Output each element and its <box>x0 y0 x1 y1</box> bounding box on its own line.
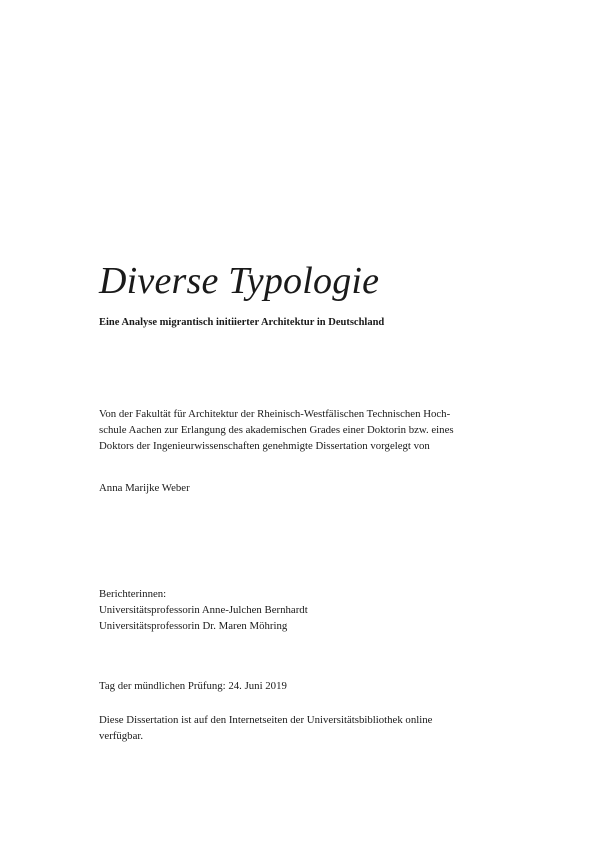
faculty-statement-line: Doktors der Ingenieurwissenschaften genehmigte Dissertation vorgelegt von <box>99 440 430 452</box>
document-title: Diverse Typologie <box>99 260 380 302</box>
reviewer-name: Universitätsprofessorin Dr. Maren Möhring <box>99 620 288 632</box>
availability-line: Diese Dissertation ist auf den Internetseiten der Universitätsbibliothek online <box>99 714 433 726</box>
exam-date: Tag der mündlichen Prüfung: 24. Juni 2019 <box>99 680 287 692</box>
faculty-statement <box>99 406 454 454</box>
availability-line: verfügbar. <box>99 730 144 742</box>
faculty-statement-line: schule Aachen zur Erlangung des akademischen Grades einer Doktorin bzw. eines <box>99 424 454 436</box>
reviewers-heading: Berichterinnen: <box>99 588 167 600</box>
author-name: Anna Marijke Weber <box>99 482 190 494</box>
availability-note <box>99 712 432 744</box>
document-subtitle: Eine Analyse migrantisch initiierter Architektur in Deutschland <box>99 317 385 328</box>
reviewers-section <box>99 586 308 634</box>
faculty-statement-line: Von der Fakultät für Architektur der Rheinisch-Westfälischen Technischen Hoch- <box>99 408 451 420</box>
reviewer-name: Universitätsprofessorin Anne-Julchen Bernhardt <box>99 604 308 616</box>
